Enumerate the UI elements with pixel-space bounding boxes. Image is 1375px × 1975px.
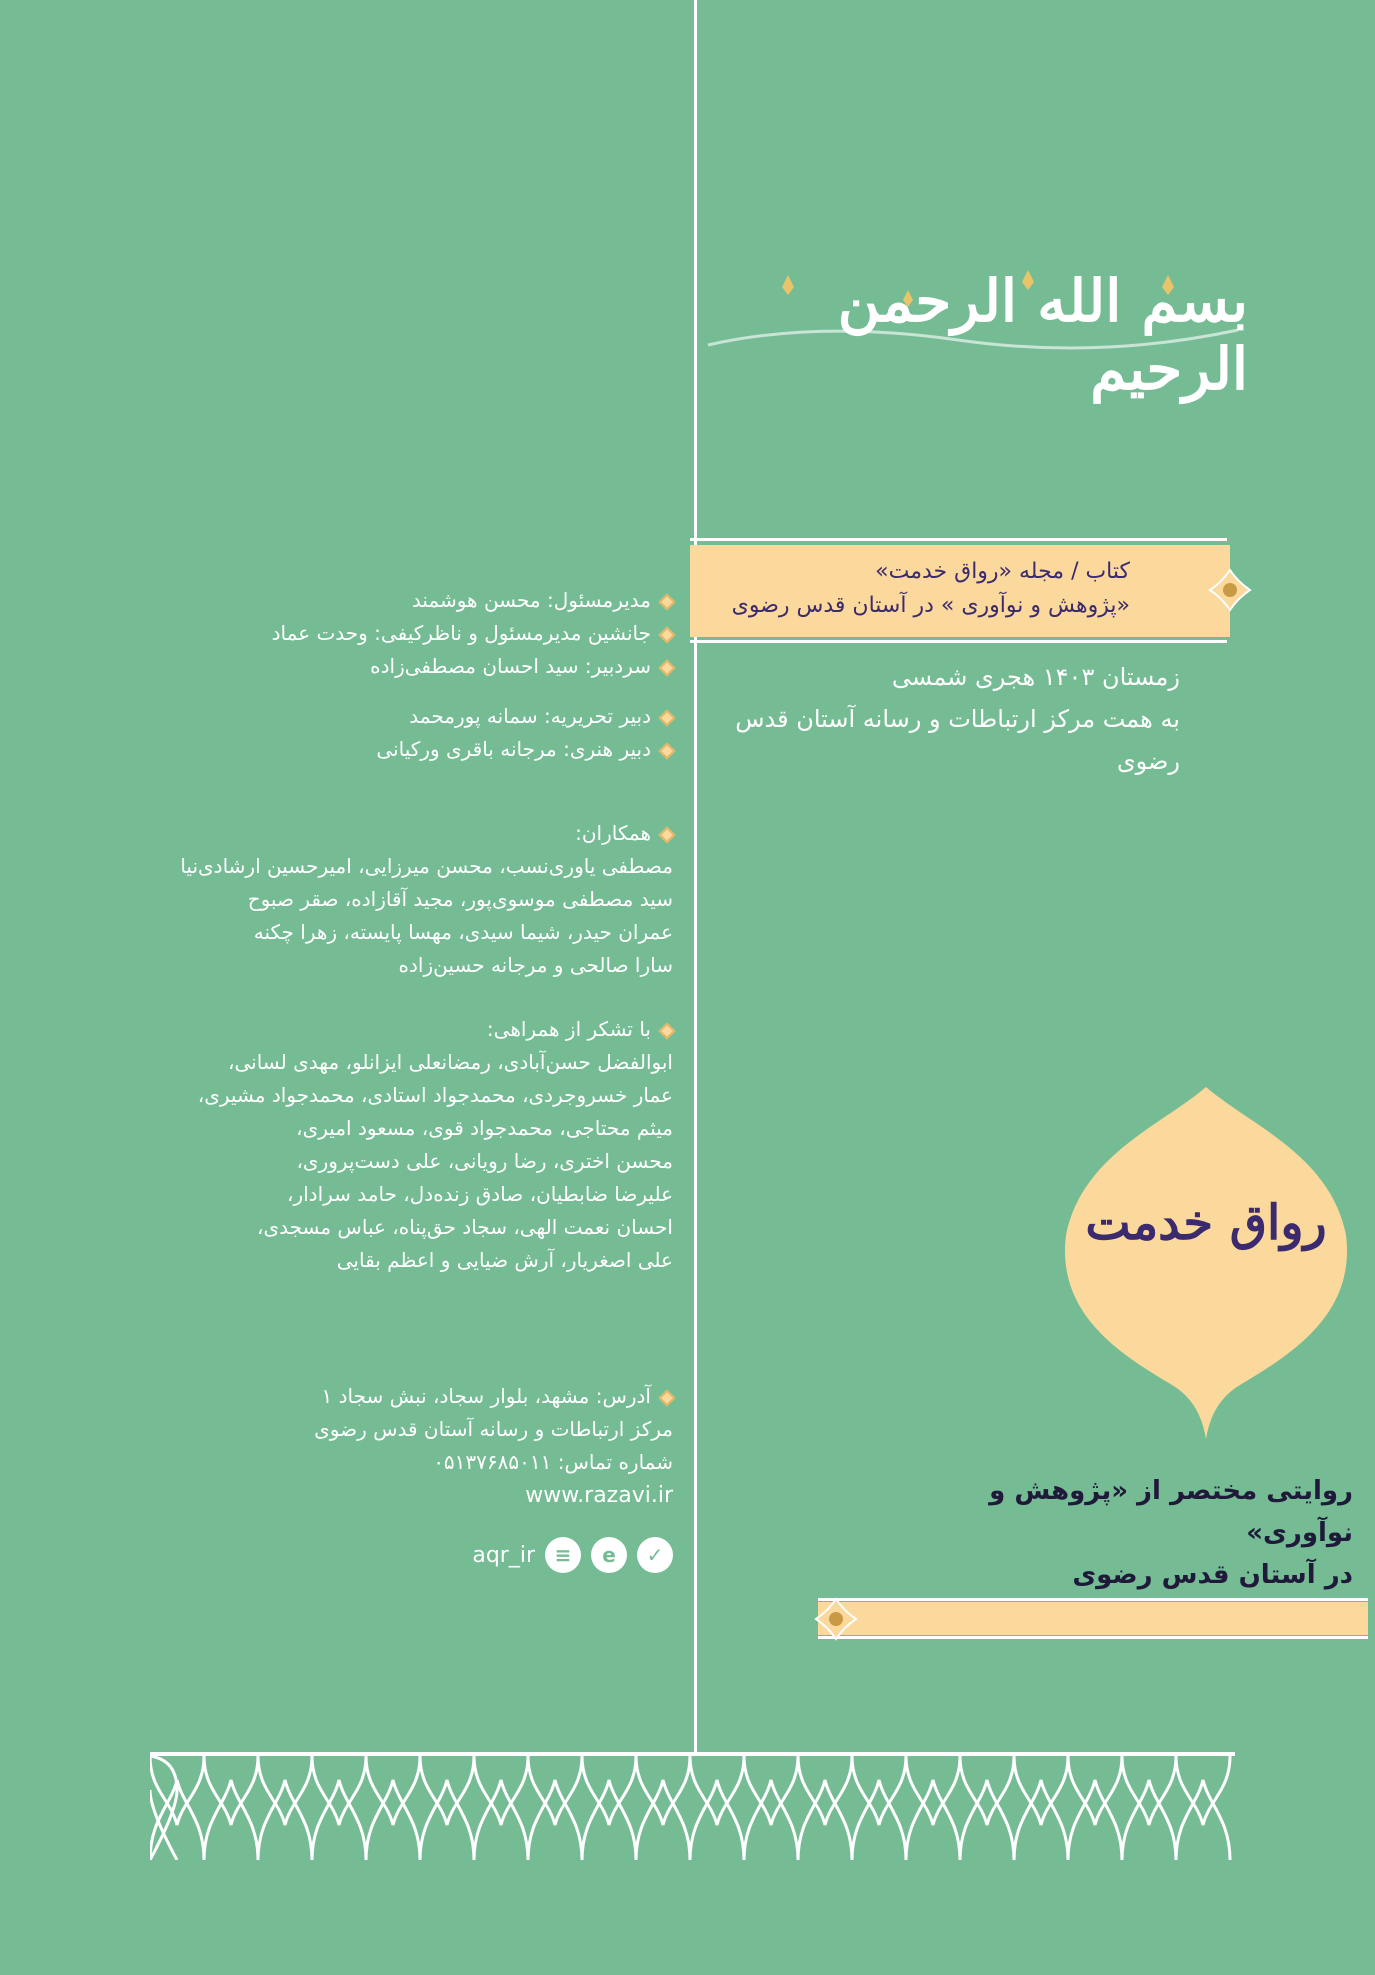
bottom-decorative-bar	[818, 1602, 1368, 1635]
collaborator-line: سید مصطفی موسوی‌پور، مجید آقازاده، صقر صبوح	[247, 887, 673, 911]
contact-website[interactable]: www.razavi.ir	[525, 1483, 673, 1508]
logo-text: رواق خدمت	[1085, 1195, 1327, 1251]
eitaa-icon[interactable]: e	[591, 1537, 627, 1573]
bullet-icon	[659, 593, 676, 610]
collaborator-line: مصطفی یاوری‌نسب، محسن میرزایی، امیرحسین ارشادی‌نیا	[180, 854, 673, 878]
credit-editor-in-chief: سردبیر: سید احسان مصطفی‌زاده	[113, 650, 673, 683]
sponsor-line: به همت مرکز ارتباطات و رسانه آستان قدس رضوی	[735, 705, 1180, 775]
thanks-title: با تشکر از همراهی:	[113, 1013, 673, 1046]
bullet-icon	[659, 742, 676, 759]
collaborator-line: سارا صالحی و مرجانه حسین‌زاده	[398, 953, 673, 977]
thanks-line: علی اصغریار، آرش ضیایی و اعظم بقایی	[336, 1248, 673, 1272]
thanks-line: احسان نعمت الهی، سجاد حق‌پناه، عباس مسجدی،	[257, 1215, 673, 1239]
basmala-calligraphy	[698, 250, 1248, 420]
card-ornament-icon	[1208, 568, 1252, 612]
collaborators-section	[113, 817, 673, 982]
bullet-icon	[659, 1022, 676, 1039]
tagline-line-1: روایتی مختصر از «پژوهش و نوآوری»	[989, 1476, 1353, 1548]
collaborators-title: همکاران:	[113, 817, 673, 850]
credit-managing-editor: دبیر تحریریه: سمانه پورمحمد	[113, 700, 673, 733]
card-top-line	[690, 538, 1227, 541]
date-line: زمستان ۱۴۰۳ هجری شمسی	[891, 663, 1180, 691]
staff-credits	[113, 584, 673, 766]
logo-shape	[1060, 1085, 1352, 1441]
date-block	[710, 656, 1180, 782]
verified-check-icon[interactable]: ✓	[637, 1537, 673, 1573]
thanks-line: محسن اختری، رضا رویانی، علی دست‌پروری،	[296, 1149, 673, 1173]
bullet-icon	[659, 1389, 676, 1406]
thanks-section	[113, 1013, 673, 1277]
tagline	[933, 1470, 1353, 1596]
credit-director: مدیرمسئول: محسن هوشمند	[113, 584, 673, 617]
tagline-line-2: در آستان قدس رضوی	[1072, 1560, 1353, 1590]
bottom-bar-top-line	[818, 1598, 1368, 1601]
bar-ornament-icon	[814, 1597, 858, 1641]
bottom-bar-bottom-line	[818, 1636, 1368, 1639]
chat-bubble-icon[interactable]: ≡	[545, 1537, 581, 1573]
contact-org: مرکز ارتباطات و رسانه آستان قدس رضوی	[314, 1417, 673, 1441]
card-bottom-line	[690, 640, 1227, 643]
thanks-line: ابوالفضل حسن‌آبادی، رمضانعلی ایزانلو، مهدی لسانی،	[228, 1050, 673, 1074]
card-title-line: کتاب / مجله «رواق خدمت»	[875, 559, 1130, 584]
card-subtitle-line: «پژوهش و نوآوری » در آستان قدس رضوی	[731, 593, 1130, 618]
credit-deputy: جانشین مدیرمسئول و ناظرکیفی: وحدت عماد	[113, 617, 673, 650]
thanks-line: عمار خسروجردی، محمدجواد استادی، محمدجواد مشیری،	[197, 1083, 673, 1107]
collaborator-line: عمران حیدر، شیما سیدی، مهسا پایسته، زهرا چکنه	[253, 920, 673, 944]
social-links	[468, 1535, 673, 1575]
contact-section	[113, 1380, 673, 1512]
bullet-icon	[659, 709, 676, 726]
header-card-text	[710, 555, 1130, 623]
bullet-icon	[659, 626, 676, 643]
ravagh-khedmat-logo	[1060, 1085, 1352, 1441]
contact-phone: شماره تماس: ۰۵۱۳۷۶۸۵۰۱۱	[433, 1450, 673, 1474]
thanks-line: علیرضا ضابطیان، صادق زنده‌دل، حامد سرادار،	[287, 1182, 673, 1206]
bullet-icon	[659, 659, 676, 676]
thanks-line: میثم محتاجی، محمدجواد قوی، مسعود امیری،	[296, 1116, 673, 1140]
arch-pattern	[150, 1750, 1235, 1860]
social-handle[interactable]: aqr_ir	[472, 1542, 535, 1568]
center-divider-line	[694, 0, 697, 1755]
contact-address: آدرس: مشهد، بلوار سجاد، نبش سجاد ۱	[113, 1380, 673, 1413]
bullet-icon	[659, 826, 676, 843]
basmala-text: بسم الله الرحمن الرحیم	[837, 267, 1248, 403]
credit-art-editor: دبیر هنری: مرجانه باقری ورکیانی	[113, 733, 673, 766]
